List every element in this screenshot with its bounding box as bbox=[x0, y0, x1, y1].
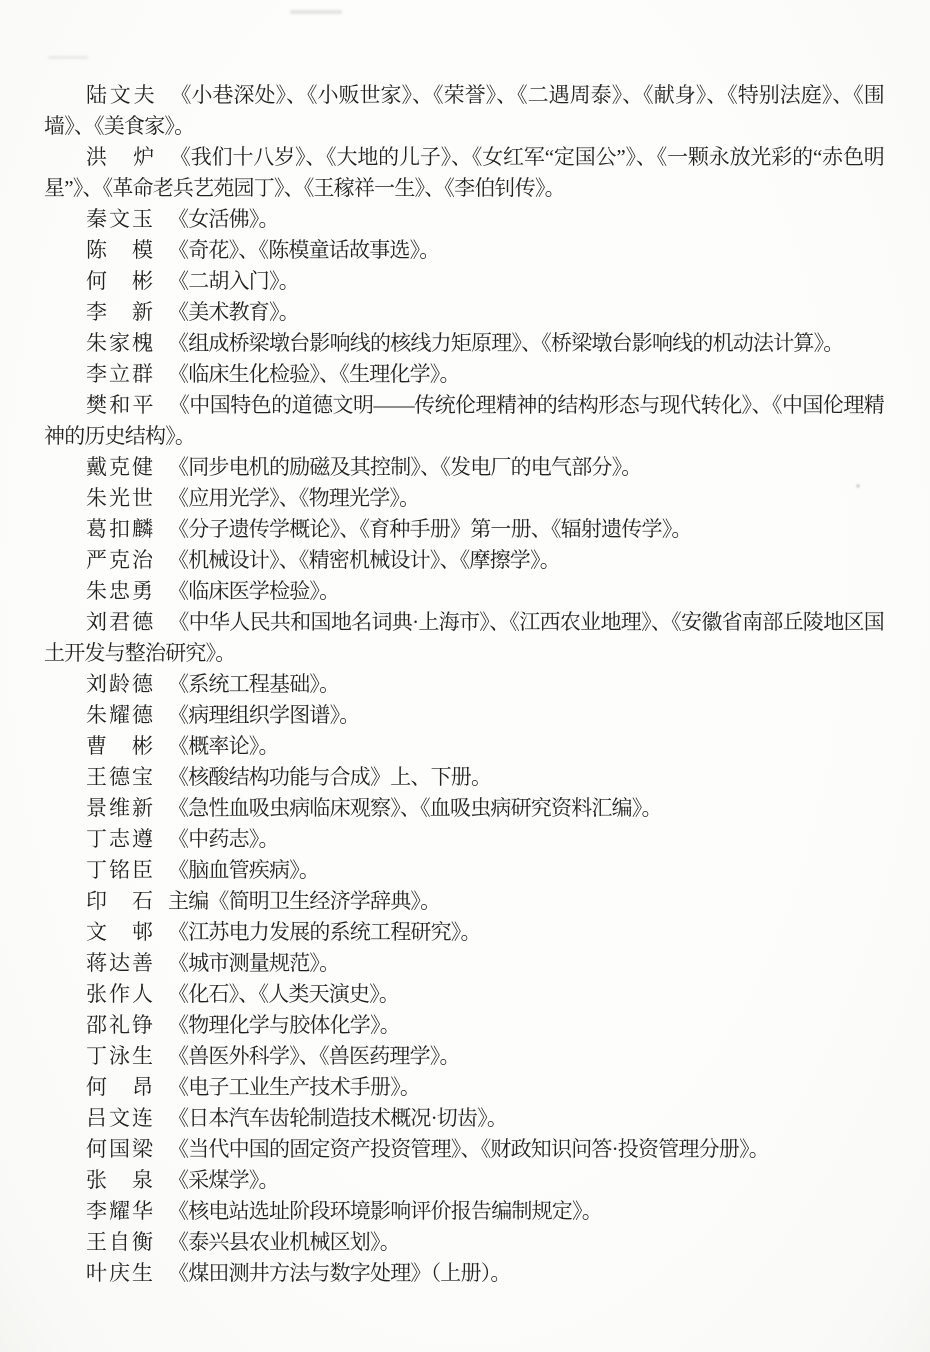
author-name: 蒋达善 bbox=[86, 951, 155, 975]
works-list: 《煤田测井方法与数字处理》（上册）。 bbox=[168, 1261, 511, 1285]
works-list: 《分子遗传学概论》、《育种手册》第一册、《辐射遗传学》。 bbox=[168, 517, 692, 541]
bibliography-entry bbox=[44, 886, 884, 917]
bibliography-entry bbox=[44, 1258, 884, 1289]
bibliography-entry bbox=[44, 1010, 884, 1041]
works-list: 《同步电机的励磁及其控制》、《发电厂的电气部分》。 bbox=[168, 455, 642, 479]
bibliography-entry bbox=[44, 1103, 884, 1134]
bibliography-entry bbox=[44, 731, 884, 762]
bibliography-entry bbox=[44, 948, 884, 979]
author-name: 叶庆生 bbox=[86, 1261, 155, 1285]
author-name: 葛扣麟 bbox=[86, 517, 155, 541]
author-name: 印 石 bbox=[86, 889, 155, 913]
works-list: 《中国特色的道德文明——传统伦理精神的结构形态与现代转化》、《中国伦理精神的历史结构》。 bbox=[44, 393, 884, 448]
works-list: 《采煤学》。 bbox=[168, 1168, 279, 1192]
author-name: 丁志遵 bbox=[86, 827, 155, 851]
author-name: 张作人 bbox=[86, 982, 155, 1006]
bibliography-entry bbox=[44, 979, 884, 1010]
works-list: 《小巷深处》、《小贩世家》、《荣誉》、《二遇周泰》、《献身》、《特别法庭》、《围墙》、《美食家》。 bbox=[44, 83, 885, 138]
bibliography-entry bbox=[44, 793, 884, 824]
works-list: 《中药志》。 bbox=[168, 827, 279, 851]
works-list: 《脑血管疾病》。 bbox=[168, 858, 320, 882]
bibliography-entry bbox=[44, 452, 884, 483]
works-list: 《奇花》、《陈模童话故事选》。 bbox=[168, 238, 440, 262]
bibliography-entry bbox=[44, 1227, 884, 1258]
author-name: 何 昂 bbox=[86, 1075, 155, 1099]
author-name: 吕文连 bbox=[86, 1106, 155, 1130]
author-name: 何国梁 bbox=[86, 1137, 155, 1161]
works-list: 《化石》、《人类天演史》。 bbox=[168, 982, 400, 1006]
author-name: 王自衡 bbox=[86, 1230, 155, 1254]
author-name: 朱家槐 bbox=[86, 331, 155, 355]
bibliography-entry bbox=[44, 142, 884, 204]
works-list: 《兽医外科学》、《兽医药理学》。 bbox=[168, 1044, 460, 1068]
author-name: 陈 模 bbox=[86, 238, 155, 262]
bibliography-entry bbox=[44, 80, 884, 142]
bibliography-entry bbox=[44, 669, 884, 700]
works-list: 《组成桥梁墩台影响线的核线力矩原理》、《桥梁墩台影响线的机动法计算》。 bbox=[168, 331, 844, 355]
author-name: 李耀华 bbox=[86, 1199, 155, 1223]
works-list: 《江苏电力发展的系统工程研究》。 bbox=[168, 920, 481, 944]
bibliography-entry bbox=[44, 917, 884, 948]
author-name: 李立群 bbox=[86, 362, 155, 386]
bibliography-entry bbox=[44, 390, 884, 452]
bibliography-entry bbox=[44, 297, 884, 328]
works-list: 《电子工业生产技术手册》。 bbox=[168, 1075, 421, 1099]
works-list: 《病理组织学图谱》。 bbox=[168, 703, 360, 727]
author-name: 朱忠勇 bbox=[86, 579, 155, 603]
bibliography-entry bbox=[44, 607, 884, 669]
bibliography-entry bbox=[44, 545, 884, 576]
bibliography-entry bbox=[44, 483, 884, 514]
bibliography-entry bbox=[44, 235, 884, 266]
works-list: 《核电站选址阶段环境影响评价报告编制规定》。 bbox=[168, 1199, 602, 1223]
bibliography-entry bbox=[44, 1072, 884, 1103]
author-name: 文 邨 bbox=[86, 920, 155, 944]
author-name: 朱光世 bbox=[86, 486, 155, 510]
bibliography-entry bbox=[44, 266, 884, 297]
scan-smudge bbox=[290, 10, 342, 14]
works-list: 《系统工程基础》。 bbox=[168, 672, 340, 696]
works-list: 《女活佛》。 bbox=[168, 207, 279, 231]
works-list: 《泰兴县农业机械区划》。 bbox=[168, 1230, 400, 1254]
works-list: 《中华人民共和国地名词典·上海市》、《江西农业地理》、《安徽省南部丘陵地区国土开发与整治研究》。 bbox=[44, 610, 885, 665]
author-name: 刘君德 bbox=[86, 610, 156, 634]
works-list: 《机械设计》、《精密机械设计》、《摩擦学》。 bbox=[168, 548, 560, 572]
works-list: 《临床生化检验》、《生理化学》。 bbox=[168, 362, 460, 386]
author-name: 严克治 bbox=[86, 548, 155, 572]
author-name: 丁铭臣 bbox=[86, 858, 155, 882]
works-list: 《临床医学检验》。 bbox=[168, 579, 340, 603]
bibliography-entry bbox=[44, 576, 884, 607]
scan-smudge bbox=[48, 56, 88, 59]
bibliography-entry bbox=[44, 204, 884, 235]
works-list: 《当代中国的固定资产投资管理》、《财政知识问答·投资管理分册》。 bbox=[168, 1137, 769, 1161]
works-list: 《概率论》。 bbox=[168, 734, 279, 758]
bibliography-entry bbox=[44, 700, 884, 731]
works-list: 《日本汽车齿轮制造技术概况·切齿》。 bbox=[168, 1106, 508, 1130]
bibliography-entry bbox=[44, 824, 884, 855]
bibliography-entry bbox=[44, 359, 884, 390]
bibliography-entry bbox=[44, 762, 884, 793]
author-name: 洪 炉 bbox=[86, 145, 157, 169]
works-list: 《核酸结构功能与合成》上、下册。 bbox=[168, 765, 492, 789]
author-name: 李 新 bbox=[86, 300, 155, 324]
author-name: 朱耀德 bbox=[86, 703, 155, 727]
bibliography-entry bbox=[44, 855, 884, 886]
author-bibliography-list bbox=[44, 80, 884, 1289]
works-list: 《美术教育》。 bbox=[168, 300, 299, 324]
author-name: 张 泉 bbox=[86, 1168, 155, 1192]
author-name: 邵礼铮 bbox=[86, 1013, 155, 1037]
works-list: 《应用光学》、《物理光学》。 bbox=[168, 486, 420, 510]
works-list: 主编《简明卫生经济学辞典》。 bbox=[168, 889, 441, 913]
bibliography-entry bbox=[44, 1134, 884, 1165]
author-name: 刘龄德 bbox=[86, 672, 155, 696]
author-name: 何 彬 bbox=[86, 269, 155, 293]
bibliography-entry bbox=[44, 514, 884, 545]
author-name: 陆文夫 bbox=[86, 83, 158, 107]
works-list: 《城市测量规范》。 bbox=[168, 951, 340, 975]
bibliography-entry bbox=[44, 1165, 884, 1196]
author-name: 王德宝 bbox=[86, 765, 155, 789]
author-name: 曹 彬 bbox=[86, 734, 155, 758]
author-name: 丁泳生 bbox=[86, 1044, 155, 1068]
author-name: 秦文玉 bbox=[86, 207, 155, 231]
bibliography-entry bbox=[44, 328, 884, 359]
author-name: 景维新 bbox=[86, 796, 155, 820]
bibliography-entry bbox=[44, 1041, 884, 1072]
works-list: 《二胡入门》。 bbox=[168, 269, 299, 293]
author-name: 戴克健 bbox=[86, 455, 155, 479]
works-list: 《我们十八岁》、《大地的儿子》、《女红军“定国公”》、《一颗永放光彩的“赤色明星”》、《革命老兵艺苑园丁》、《王稼祥一生》、《李伯钊传》。 bbox=[44, 145, 884, 200]
author-name: 樊和平 bbox=[86, 393, 156, 417]
works-list: 《急性血吸虫病临床观察》、《血吸虫病研究资料汇编》。 bbox=[168, 796, 662, 820]
works-list: 《物理化学与胶体化学》。 bbox=[168, 1013, 400, 1037]
bibliography-entry bbox=[44, 1196, 884, 1227]
